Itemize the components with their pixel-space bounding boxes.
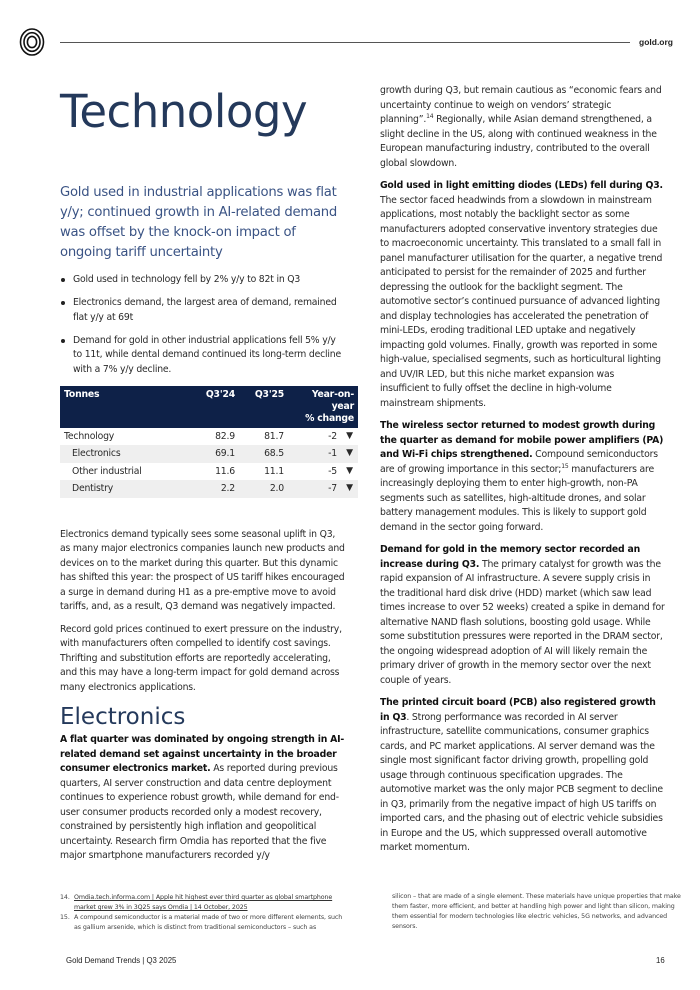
column-header-yoy-line2: % change (305, 412, 354, 424)
column-header-tonnes: Tonnes (60, 386, 190, 428)
cell-q3-25: 2.0 (239, 480, 288, 498)
row-label: Electronics (60, 445, 190, 463)
footnote-15-text: A compound semiconductor is a material made of two or more different elements, such as gallium arsenide, which is distinct from traditional semiconductors – such as (74, 914, 343, 931)
table-row (60, 445, 358, 463)
pcb-text: . Strong performance was recorded in AI server infrastructure, satellite communications, consumer graphics cards, and PC market applications. AI server demand was the single most significant factor driving growth, propelling gold usage through continuous specification upgrades. The automotive market was the only major PCB segment to decline in Q3, primarily from the negative impact of high US tariffs on imported cars, and the phasing out of electric vehicle subsidies in Europe and the US, which suppressed overall automotive market momentum. (380, 711, 663, 853)
wireless-text: manufacturers are increasingly deploying them to enter high-growth, non-PA segments such as satellites, high-altitude drones, and solar battery management modules. This is likely to support gold demand in the sector going forward. (380, 463, 654, 533)
row-label: Other industrial (72, 465, 142, 477)
table-row (60, 480, 358, 498)
footnote-ref-14[interactable]: 14 (426, 112, 434, 120)
site-link[interactable]: gold.org (639, 37, 673, 47)
page-number: 16 (656, 956, 665, 965)
concentric-circles-logo-icon (19, 27, 45, 57)
down-triangle-icon: ▼ (346, 465, 353, 476)
electronics-paragraph (60, 733, 345, 864)
key-points-list (60, 273, 345, 377)
led-paragraph (380, 179, 665, 411)
header-divider (60, 42, 630, 43)
footnotes-right (392, 892, 682, 932)
footnote-15-continuation: silicon – that are made of a single element. These materials have unique properties that make them faster, more efficient, and better at handling high power and light than silicon, making them essential for modern technologies like electric vehicles, 5G networks, and advanced sensors. (392, 893, 681, 930)
left-column (60, 84, 354, 872)
lede-summary: Gold used in industrial applications was flat y/y; continued growth in AI-related demand was offset by the knock-on impact of ongoing tariff uncertainty (60, 185, 338, 260)
continuation-text: growth during Q3, but remain cautious as “economic fears and uncertainty continue to weigh on vendors’ strategic planning”. (380, 85, 662, 125)
led-lead-bold: Gold used in light emitting diodes (LEDs) fell during Q3. (380, 180, 663, 191)
body-paragraph: Record gold prices continued to exert pressure on the industry, with manufacturers often compelled to identify cost savings. Thrifting and substitution efforts are reportedly accelerating, and this may have a long-term impact for gold demand across many electronics applications. (60, 623, 342, 693)
memory-paragraph (380, 543, 665, 688)
column-header-yoy (288, 386, 358, 428)
column-header-q3-24: Q3'24 (190, 386, 239, 428)
row-label: Technology (64, 430, 115, 442)
footer-publication: Gold Demand Trends | Q3 2025 (66, 956, 177, 965)
footnote-14-link[interactable]: Omdia.tech.informa.com | Apple hit highest ever third quarter as global smartphone market grew 3% in 3Q25 says Omdia | 14 October, 2025 (74, 894, 333, 911)
cell-q3-25: 81.7 (264, 430, 284, 442)
electronics-lead-text: As reported during previous quarters, AI server construction and data centre deployment continues to experience robust growth, while demand for end-user consumer products recorded only a modest recovery, constrained by persistently high inflation and geopolitical uncertainty. Research firm Omdia has reported that the five major smartphone manufacturers recorded y/y (60, 763, 339, 861)
continuation-paragraph (380, 84, 665, 171)
column-header-yoy-line1: Year-on-year (311, 388, 354, 412)
footnote-number: 15. (60, 914, 70, 921)
cell-q3-24: 11.6 (215, 465, 235, 477)
cell-q3-24: 69.1 (190, 445, 239, 463)
wireless-paragraph (380, 419, 665, 535)
row-label: Dentistry (60, 480, 190, 498)
table-row (60, 463, 358, 481)
down-triangle-icon: ▼ (341, 480, 358, 498)
table-row (60, 428, 358, 446)
cell-q3-24: 2.2 (190, 480, 239, 498)
pcb-paragraph (380, 696, 665, 856)
cell-yoy: -2 (328, 430, 338, 442)
page-title: Technology (60, 85, 308, 138)
led-text: The sector faced headwinds from a slowdown in mainstream applications, most notably the backlight sector as some manufacturers adopted conservative inventory strategies due to macroeconomic uncertainty. This translated to a small fall in panel manufacturer utilisation for the quarter, a negative trend anticipated to persist for the remainder of 2025 and further depressing the outlook for the backlight segment. The automotive sector’s continued pursuance of advanced lighting and display technologies has accelerated the penetration of mini-LEDs, eroding traditional LED uptake and negatively impacting gold volumes. Finally, growth was reported in some high-value, specialised segments, such as horticultural lighting and UV/IR LED, but this niche market expansion was insufficient to fully offset the decline in high-volume mainstream shipments. (380, 194, 663, 409)
section-heading-electronics: Electronics (60, 704, 186, 730)
pcb-lead-bold: The printed circuit board (PCB) also registered growth in Q3 (380, 697, 656, 723)
key-point: Demand for gold in other industrial applications fell 5% y/y to 11t, while dental demand continued its long-term decline with a 7% y/y decline. (60, 334, 345, 378)
wireless-text: Compound semiconductors are of growing importance in this sector; (380, 449, 658, 475)
cell-yoy: -5 (328, 465, 338, 477)
body-paragraph: Electronics demand typically sees some seasonal uplift in Q3, as many major electronics companies launch new products and devices on to the market during this quarter. But this dynamic has shifted this year: the prospect of US tariff hikes encouraged a surge in demand during H1 as a pre-emptive move to avoid tariffs, and, as a result, Q3 demand was negatively impacted. (60, 528, 345, 612)
cell-q3-25: 11.1 (264, 465, 284, 477)
continuation-text: Regionally, while Asian demand strengthened, a slight decline in the US, along with continued weakness in the European manufacturing industry, contributed to the overall global slowdown. (380, 114, 657, 169)
key-point: Electronics demand, the largest area of demand, remained flat y/y at 69t (60, 296, 345, 325)
footnote-number: 14. (60, 894, 70, 901)
cell-yoy: -1 (288, 445, 341, 463)
column-header-q3-25: Q3'25 (239, 386, 288, 428)
memory-text: The primary catalyst for growth was the rapid expansion of AI infrastructure. A severe supply crisis in the traditional hard disk drive (HDD) market (which saw lead times increase to over 52 weeks) created a spike in demand for alternative NAND flash solutions, boosting gold usage. While some substitution pressures were reported in the DRAM sector, the ongoing widespread adoption of AI will likely remain the primary driver of growth in the memory sector over the next couple of years. (380, 558, 665, 686)
down-triangle-icon: ▼ (341, 445, 358, 463)
down-triangle-icon: ▼ (346, 430, 353, 441)
footnote-14 (60, 893, 350, 913)
cell-yoy: -7 (288, 480, 341, 498)
cell-q3-24: 82.9 (215, 430, 235, 442)
wireless-lead-bold: The wireless sector returned to modest growth during the quarter as demand for mobile power amplifiers (PA) and Wi-Fi chips strengthened. (380, 420, 664, 460)
memory-lead-bold: Demand for gold in the memory sector recorded an increase during Q3. (380, 544, 640, 570)
footnote-15 (60, 913, 350, 933)
key-point: Gold used in technology fell by 2% y/y to 82t in Q3 (60, 273, 345, 288)
right-column (380, 84, 665, 864)
footnotes-left (60, 893, 350, 933)
footnote-ref-15[interactable]: 15 (561, 462, 569, 470)
cell-q3-25: 68.5 (239, 445, 288, 463)
electronics-lead-bold: A flat quarter was dominated by ongoing strength in AI-related demand set against uncertainty in the broader consumer electronics market. (60, 734, 345, 774)
technology-demand-table (60, 386, 358, 498)
